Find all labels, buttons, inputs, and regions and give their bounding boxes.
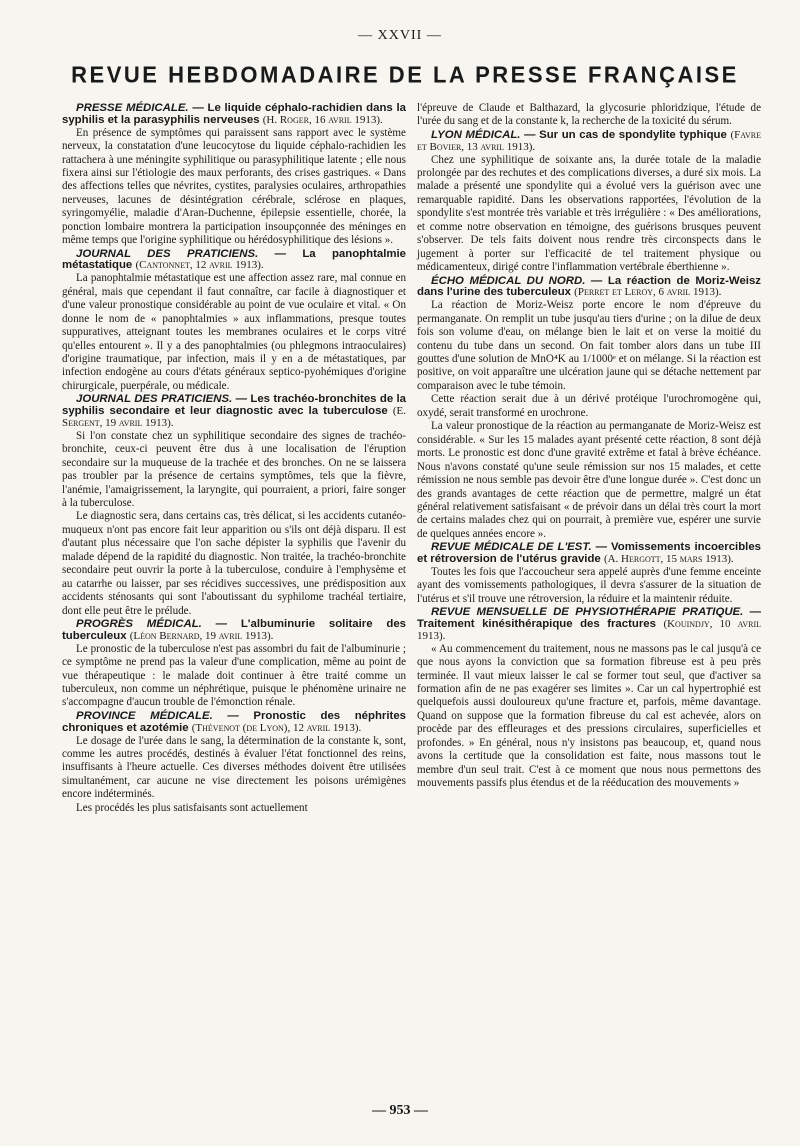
journal-name: LYON MÉDICAL. — bbox=[431, 128, 536, 141]
journal-name: REVUE MENSUELLE DE PHYSIOTHÉRAPIE PRATIQUE. — bbox=[431, 606, 761, 619]
article-paragraph: Cette réaction serait due à un dérivé protéique l'urochromogène qui, oxydé, serait transformé en urochrone. bbox=[417, 393, 761, 419]
article-heading bbox=[62, 249, 406, 273]
article-paragraph: Le pronostic de la tuberculose n'est pas assombri du fait de l'albuminurie ; ce symptôme ne prend pas la valeur d'une complication, même au point de vue thérapeutique : le malade doit continuer à être traité comme un tuberculeux, non comme un néphrétique, puisque le phénomène urinaire ne s'accompagne d'aucun trouble de l'émonction rénale. bbox=[62, 642, 406, 709]
journal-name: REVUE MÉDICALE DE L'EST. — bbox=[431, 541, 607, 554]
article-paragraph: La réaction de Moriz-Weisz porte encore le nom d'épreuve du permanganate. On remplit un tube jusqu'au tiers d'urine ; on la dilue de deux fois son volume d'eau, on mélange bien le lait et on verse la moitié du contenu du tube dans un second. On fait tomber alors dans un tube III gouttes d'une solution de MnO⁴K au 1/1000ᵉ et on mélange. Si la réaction est positive, on voit apparaître une ulcération jaune qui se détache nettement par comparaison avec le tube témoin. bbox=[417, 299, 761, 392]
article-reference: (Cantonnet, 12 avril 1913). bbox=[135, 259, 264, 272]
article-vomissements bbox=[417, 542, 761, 606]
article-reference: (Kouindjy, 10 avril 1913). bbox=[417, 618, 761, 642]
journal-name: PRESSE MÉDICALE. — bbox=[76, 102, 204, 114]
article-panophtalmie bbox=[62, 249, 406, 394]
article-tracheo-bronchites bbox=[62, 394, 406, 618]
article-heading bbox=[417, 130, 761, 154]
page-roman-number: — XXVII — bbox=[358, 28, 442, 43]
article-heading bbox=[62, 394, 406, 429]
journal-name: PROGRÈS MÉDICAL. — bbox=[76, 618, 228, 631]
article-paragraph: « Au commencement du traitement, nous ne massons pas le cal jusqu'à ce que nous ayons la conviction que sa formation fibreuse est à peu près terminée. Il vaut mieux laisser le cal se former tout seul, que d'activer sa formation afin de ne pas exagérer ses limites ». Car un cal hypertrophié est quelquefois aussi douloureux qu'une fracture et, parfois, même davantage. Quand on suppose que la formation fibreuse du cal est achevée, alors on procède par des effleurages et des pressions circulaires, superficielles et profondes. » En général, nous n'y insistons pas beaucoup, et, quand nous avons la certitude que la consolidation est faite, nous massons tout le membre d'un seul trait. C'est à ce moment que nous nous permettons des mouvements passifs plus étendus et de la rééducation des mouvements » bbox=[417, 642, 761, 790]
article-paragraph: Les procédés les plus satisfaisants sont actuellement bbox=[76, 801, 308, 814]
article-paragraph: En présence de symptômes qui paraissent sans rapport avec le système nerveux, la constatation d'une leucocytose du liquide céphalo-rachidien les rattachera à une méningite syphilitique ou parasyphilitique latente ; elle nous fixera ainsi sur l'étiologie des maux perforants, des crises gastriques. « Dans des affections telles que névrites, cystites, paralysies oculaires, arthropathies nerveuses, lacunes de désintégration cérébrale, sclérose en plaques, syringomyélie, maladie d'Aran-Duchenne, épilepsie essentielle, chorée, la ponction lombaire montrera la participation insoupçonnée des méninges en même temps que l'origine syphilitique ou hérédosyphilitique des lésions ». bbox=[62, 126, 406, 247]
journal-name: ÉCHO MÉDICAL DU NORD. — bbox=[431, 274, 603, 287]
article-liquide-cephalo-rachidien bbox=[62, 103, 406, 248]
article-reference: (Léon Bernard, 19 avril 1913). bbox=[129, 629, 274, 642]
article-paragraph: La valeur pronostique de la réaction au permanganate de Moriz-Weisz est considérable. « Sur les 15 malades ayant présenté cette réaction, 8 sont déjà morts. Le pronostic est donc d'une gravité extrême et fatal à brève échéance. Nous n'avons constaté qu'une seule rémission sur nos 15 malades, et cette rémission ne nous semble pas devoir être d'une longue durée ». C'est donc un des grands avantages de cette réaction que de permettre, malgré un état général relativement satisfaisant « de prévoir dans un délai très court la mort de certains malades chez qui on pourrait, à première vue, espérer une survie de quelques années encore ». bbox=[417, 420, 761, 540]
article-albuminurie bbox=[62, 619, 406, 710]
article-nephrites bbox=[62, 711, 406, 815]
article-title: Les trachéo-bronchites de la syphilis secondaire et leur diagnostic avec la tuberculose bbox=[62, 393, 406, 418]
article-title: La panophtalmie métastatique bbox=[62, 247, 406, 272]
article-paragraph: Le dosage de l'urée dans le sang, la détermination de la constante k, sont, comme les autres procédés, destinés à évaluer l'état fonctionnel des reins, insuffisants à l'heure actuelle. Ces diverses méthodes doivent être utilisées simultanément, car aucune ne vise directement les poisons urémigènes encore indéterminés. bbox=[62, 734, 406, 801]
page-title: REVUE HEBDOMADAIRE DE LA PRESSE FRANÇAISE bbox=[71, 61, 739, 88]
journal-name: JOURNAL DES PRATICIENS. — bbox=[76, 247, 286, 260]
article-heading bbox=[417, 607, 761, 642]
article-paragraph: Si l'on constate chez un syphilitique secondaire des signes de trachéo-bronchite, ceux-ci peuvent être dus à une localisation de l'éruption secondaire sur la muqueuse de la trachée et des bronches. On ne se laissera pas troubler par la présence de certains symptômes, tels que la fièvre, l'anémie, l'amaigrissement, la laryngite, qui pourraient, a priori, faire songer à la tuberculose. bbox=[62, 429, 406, 509]
article-continuation: l'épreuve de Claude et Balthazard, la glycosurie phloridzique, l'étude de l'urée du sang et de la constante k, la recherche de la toxicité du sérum. bbox=[417, 102, 761, 128]
left-column bbox=[62, 102, 406, 815]
article-reference: (A. Hergott, 15 mars 1913). bbox=[603, 553, 734, 566]
article-fractures bbox=[417, 607, 761, 790]
article-paragraph: Toutes les fois que l'accoucheur sera appelé auprès d'une femme enceinte ayant des vomissements pathologiques, il devra s'assurer de la situation de l'utérus et s'il trouve une rétroversion, la réduire et la maintenir réduite. bbox=[417, 565, 761, 605]
article-heading bbox=[62, 103, 406, 127]
article-heading bbox=[62, 711, 406, 735]
article-title: Pronostic des néphrites chroniques et azotémie bbox=[62, 709, 406, 734]
article-reference: (Perret et Leroy, 6 avril 1913). bbox=[574, 286, 722, 299]
article-moriz-weisz bbox=[417, 276, 761, 542]
journal-name: JOURNAL DES PRATICIENS. — bbox=[76, 393, 248, 406]
article-title: Traitement kinésithérapique des fractures bbox=[417, 618, 656, 631]
article-heading bbox=[417, 276, 761, 300]
page-number: — 953 — bbox=[372, 1103, 428, 1118]
article-reference: (E. Sergent, 19 avril 1913). bbox=[62, 405, 407, 429]
article-paragraph: Chez une syphilitique de soixante ans, la durée totale de la maladie prolongée par des rechutes et des complications diverses, a duré six mois. La malade a présenté une spondylite qui a évolué vers la guérison avec une remarquable rapidité. Dans les observations rapportées, l'évolution de la spondylite s'est montrée très variable et très irrégulière : « Des améliorations, et comme notre observation en témoigne, des guérisons brusques peuvent s'observer. De tels faits doivent nous rendre très circonspects dans le jugement à porter sur l'efficacité de tel traitement physique ou médicamenteux, dirigé contre l'inflammation vertébrale éberthienne ». bbox=[417, 153, 761, 274]
article-reference: (Thévenot (de Lyon), 12 avril 1913). bbox=[191, 721, 362, 734]
article-reference: (H. Roger, 16 avril 1913). bbox=[262, 113, 383, 126]
article-reference: (Favre et Bovier, 13 avril 1913). bbox=[417, 128, 761, 153]
article-title: Le liquide céphalo-rachidien dans la syphilis et la parasyphilis nerveuses bbox=[62, 102, 406, 126]
article-paragraph: Le diagnostic sera, dans certains cas, très délicat, si les accidents cutanéo-muqueux n'ont pas encore fait leur apparition ou s'ils ont déjà disparu. Il est d'autant plus nécessaire que l'on sache dépister la syphilis que l'avenir du malade dépend de la rapidité du diagnostic. Non traitée, la trachéo-bronchite secondaire peut ouvrir la porte à la tuberculose, conduire à l'emphysème et au catarrhe ou laisser, par ses récidives successives, une prédisposition aux accidents sténosants qui sont l'aboutissant du syphilome trachéal tertiaire, dont elle peut être le prélude. bbox=[62, 510, 406, 617]
article-title: La réaction de Moriz-Weisz dans l'urine des tuberculeux bbox=[417, 274, 761, 299]
article-heading bbox=[417, 542, 761, 566]
journal-name: PROVINCE MÉDICALE. — bbox=[76, 709, 239, 722]
article-title: Vomissements incoercibles et rétroversion de l'utérus gravide bbox=[417, 541, 761, 566]
article-paragraph: La panophtalmie métastatique est une affection assez rare, mal connue en général, mais que cependant il faut connaître, car facile à diagnostiquer et d'une valeur pronostique considérable au point de vue oculaire et vital. « On donne le nom de « panophtalmies » aux inflammations, presque toutes suppuratives, atteignant toutes les membranes oculaires et le corps vitré qu'elles entourent ». Il y a des panophtalmies (ou phlegmons intraoculaires) d'origine traumatique, par infection, mais il y en a de métastatiques, par infection endogène au cours d'états généraux septico-pyohémiques d'origine chirurgicale, puerpérale, ou médicale. bbox=[62, 272, 406, 392]
article-spondylite bbox=[417, 130, 761, 275]
right-column bbox=[417, 102, 761, 791]
article-title: Sur un cas de spondylite typhique bbox=[539, 128, 727, 141]
article-title: L'albuminurie solitaire des tuberculeux bbox=[62, 618, 406, 642]
article-heading bbox=[62, 619, 406, 643]
